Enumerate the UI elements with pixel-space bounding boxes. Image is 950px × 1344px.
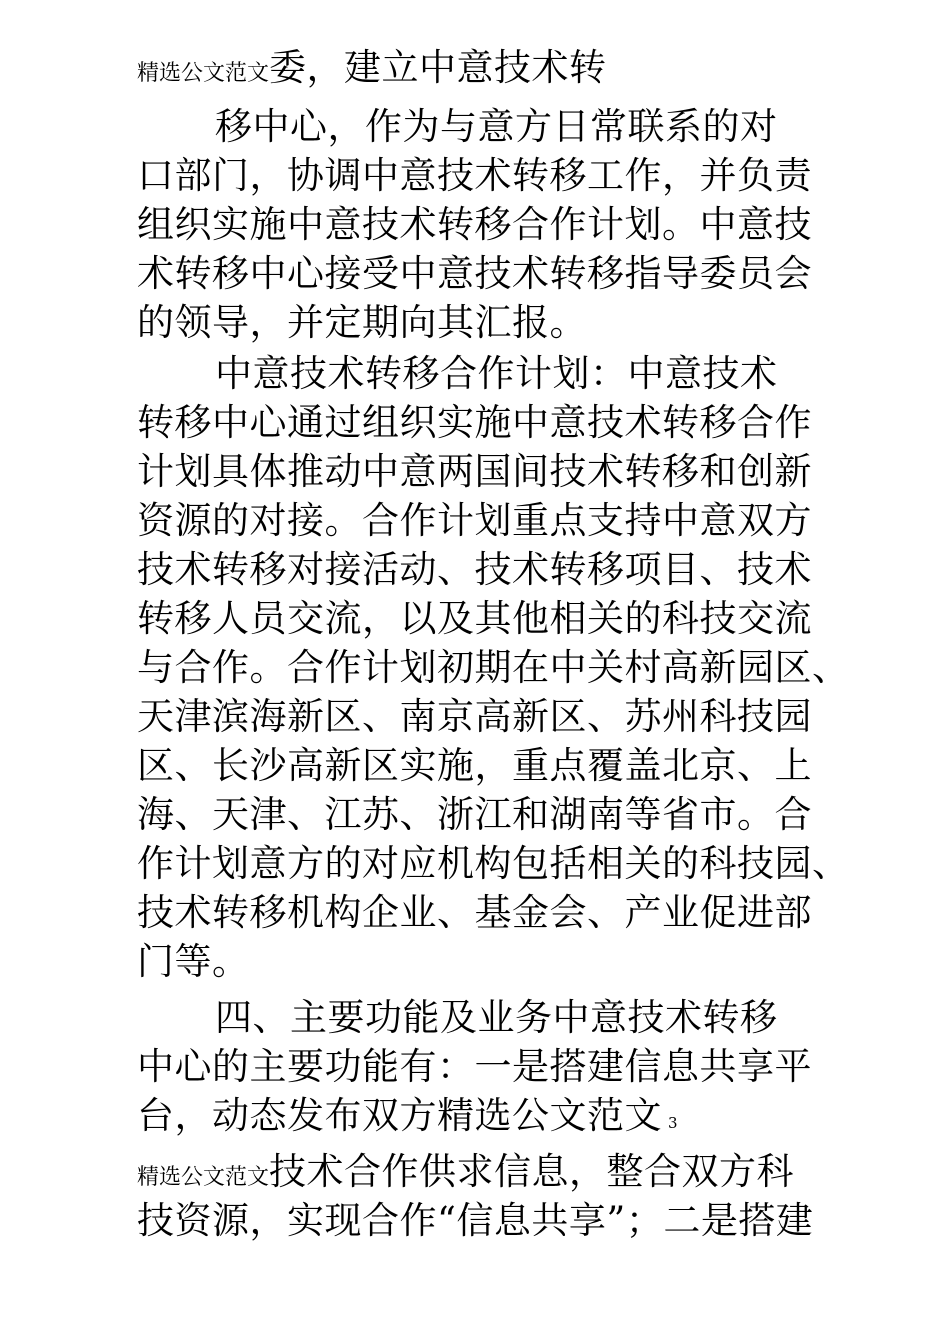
text-line: 中心的主要功能有：一是搭建信息共享平 bbox=[137, 1045, 812, 1088]
text-line bbox=[137, 1150, 794, 1200]
text-segment: 委，建立中意技术转 bbox=[269, 46, 607, 89]
text-segment: 台，动态发布双方精选公文范文 bbox=[137, 1094, 662, 1137]
paragraph-start: 移中心，作为与意方日常联系的对 bbox=[215, 105, 778, 148]
page-header: 精选公文范文 bbox=[137, 1165, 270, 1190]
text-line: 作计划意方的对应机构包括相关的科技园、 bbox=[137, 842, 850, 885]
text-line: 组织实施中意技术转移合作计划。中意技 bbox=[137, 203, 812, 246]
text-line: 转移人员交流，以及其他相关的科技交流 bbox=[137, 597, 812, 640]
text-line: 资源的对接。合作计划重点支持中意双方 bbox=[137, 499, 812, 542]
text-line bbox=[137, 1094, 678, 1145]
text-line: 技术转移机构企业、基金会、产业促进部 bbox=[137, 891, 812, 934]
text-line: 技资源，实现合作“信息共享”；二是搭建 bbox=[137, 1199, 814, 1242]
text-line: 口部门，协调中意技术转移工作，并负责 bbox=[137, 154, 812, 197]
text-line: 海、天津、江苏、浙江和湖南等省市。合 bbox=[137, 793, 812, 836]
text-line: 的领导，并定期向其汇报。 bbox=[137, 301, 587, 344]
page-number: 3 bbox=[668, 1114, 679, 1132]
text-segment: 技术合作供求信息，整合双方科 bbox=[269, 1150, 795, 1193]
text-line bbox=[137, 46, 607, 96]
text-line: 天津滨海新区、南京高新区、苏州科技园 bbox=[137, 695, 812, 738]
paragraph-start: 中意技术转移合作计划：中意技术 bbox=[215, 352, 778, 395]
text-line: 与合作。合作计划初期在中关村高新园区、 bbox=[137, 646, 850, 689]
text-line: 门等。 bbox=[137, 940, 250, 983]
text-line: 术转移中心接受中意技术转移指导委员会 bbox=[137, 252, 812, 295]
paragraph-start: 四、主要功能及业务中意技术转移 bbox=[215, 996, 778, 1039]
text-line: 技术转移对接活动、技术转移项目、技术 bbox=[137, 548, 812, 591]
page-header: 精选公文范文 bbox=[137, 61, 270, 86]
text-line: 计划具体推动中意两国间技术转移和创新 bbox=[137, 450, 812, 493]
text-line: 区、长沙高新区实施，重点覆盖北京、上 bbox=[137, 744, 812, 787]
text-line: 转移中心通过组织实施中意技术转移合作 bbox=[137, 401, 812, 444]
